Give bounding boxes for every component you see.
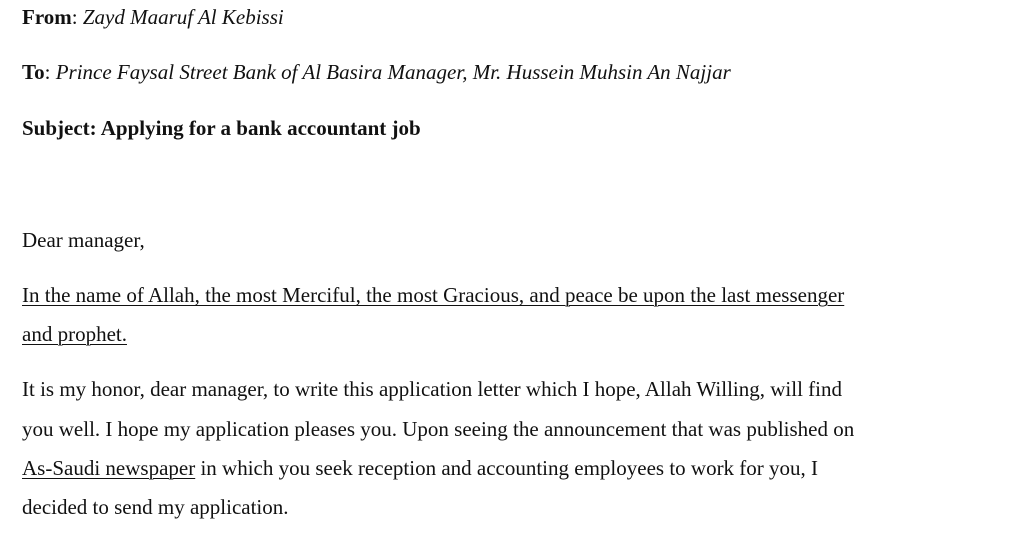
- from-line: From: Zayd Maaruf Al Kebissi: [22, 5, 284, 29]
- paragraph-line-3-rest: in which you seek reception and accounting employees to work for you, I: [195, 456, 819, 480]
- to-line: To: Prince Faysal Street Bank of Al Basira Manager, Mr. Hussein Muhsin An Najjar: [22, 60, 731, 84]
- paragraph-line-3: [22, 456, 818, 480]
- newspaper-link: As-Saudi newspaper: [22, 456, 196, 480]
- salutation: Dear manager,: [22, 228, 145, 252]
- opening-line-2: and prophet.: [22, 322, 127, 346]
- from-label: From: [22, 5, 72, 29]
- paragraph-line-4: decided to send my application.: [22, 495, 289, 519]
- opening-line-1: In the name of Allah, the most Merciful, the most Gracious, and peace be upon the last messenger: [22, 283, 845, 307]
- to-label: To: [22, 60, 45, 84]
- to-value: Prince Faysal Street Bank of Al Basira Manager, Mr. Hussein Muhsin An Najjar: [55, 60, 731, 84]
- paragraph-line-2: you well. I hope my application pleases you. Upon seeing the announcement that was published on: [22, 417, 855, 441]
- from-value: Zayd Maaruf Al Kebissi: [82, 5, 284, 29]
- paragraph-line-1: It is my honor, dear manager, to write this application letter which I hope, Allah Willing, will find: [22, 377, 842, 401]
- subject-line: Subject: Applying for a bank accountant job: [22, 116, 421, 140]
